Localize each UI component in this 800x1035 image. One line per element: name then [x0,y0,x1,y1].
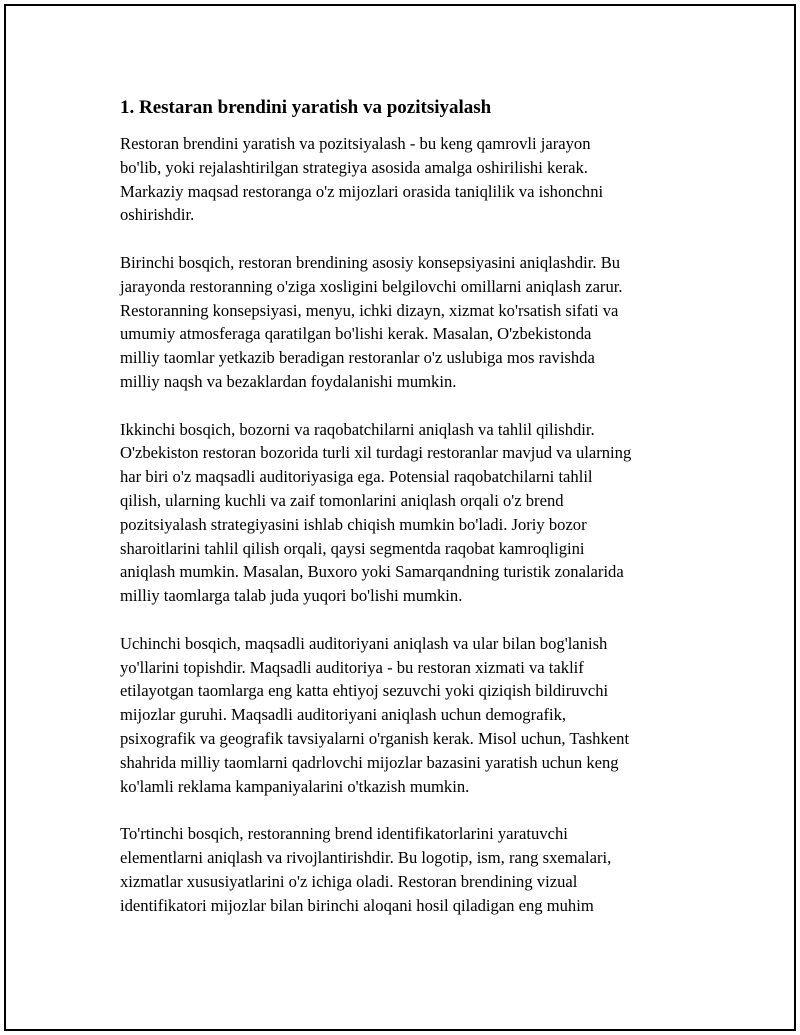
text-line: yo'llarini topishdir. Maqsadli auditoriya - bu restoran xizmati va taklif [120,657,584,677]
text-line: sharoitlarini tahlil qilish orqali, qaysi segmentda raqobat kamroqligini [120,538,585,558]
paragraph-intro [120,132,700,227]
text-line: qilish, ularning kuchli va zaif tomonlarini aniqlash orqali o'z brend [120,490,564,510]
text-line: milliy naqsh va bezaklardan foydalanishi mumkin. [120,371,457,391]
text-line: jarayonda restoranning o'ziga xosligini belgilovchi omillarni aniqlash zarur. [120,276,623,296]
text-line: ko'lamli reklama kampaniyalarini o'tkazish mumkin. [120,776,470,796]
text-line: aniqlash mumkin. Masalan, Buxoro yoki Samarqandning turistik zonalarida [120,562,624,582]
text-line: etilayotgan taomlarga eng katta ehtiyoj sezuvchi yoki qiziqish bildiruvchi [120,681,609,701]
text-line: Uchinchi bosqich, maqsadli auditoriyani aniqlash va ular bilan bog'lanish [120,633,608,653]
text-line: umumiy atmosferaga qaratilgan bo'lishi kerak. Masalan, O'zbekistonda [120,324,592,344]
text-line: Birinchi bosqich, restoran brendining asosiy konsepsiyasini aniqlashdir. Bu [120,252,621,272]
text-line: xizmatlar xususiyatlarini o'z ichiga oladi. Restoran brendining vizual [120,871,578,891]
text-line: Ikkinchi bosqich, bozorni va raqobatchilarni aniqlash va tahlil qilishdir. [120,419,595,439]
document-page [4,4,796,1031]
text-line: shahrida milliy taomlarni qadrlovchi mijozlar bazasini yaratish uchun keng [120,752,619,772]
text-line: elementlarni aniqlash va rivojlantirishdir. Bu logotip, ism, rang sxemalari, [120,847,612,867]
text-line: pozitsiyalash strategiyasini ishlab chiqish mumkin bo'ladi. Joriy bozor [120,514,587,534]
paragraph-stage-2 [120,418,700,608]
text-line: bo'lib, yoki rejalashtirilgan strategiya asosida amalga oshirilishi kerak. [120,157,588,177]
text-line: milliy taomlarga talab juda yuqori bo'lishi mumkin. [120,586,463,606]
text-line: mijozlar guruhi. Maqsadli auditoriyani aniqlash uchun demografik, [120,705,567,725]
section-heading: 1. Restaran brendini yaratish va pozitsiyalash [120,97,492,118]
paragraph-stage-4 [120,822,700,917]
text-line: oshirishdir. [120,205,195,225]
text-line: To'rtinchi bosqich, restoranning brend identifikatorlarini yaratuvchi [120,824,568,844]
text-line: O'zbekiston restoran bozorida turli xil turdagi restoranlar mavjud va ularning [120,443,632,463]
text-line: psixografik va geografik tavsiyalarni o'rganish kerak. Misol uchun, Tashkent [120,728,630,748]
paragraph-stage-3 [120,632,700,799]
document-body [120,96,700,941]
text-line: har biri o'z maqsadli auditoriyasiga ega. Potensial raqobatchilarni tahlil [120,467,593,487]
text-line: milliy taomlar yetkazib beradigan restoranlar o'z uslubiga mos ravishda [120,348,595,368]
text-line: Markaziy maqsad restoranga o'z mijozlari orasida taniqlilik va ishonchni [120,181,604,201]
text-line: identifikatori mijozlar bilan birinchi aloqani hosil qiladigan eng muhim [120,895,594,915]
paragraph-stage-1 [120,251,700,394]
text-line: Restoran brendini yaratish va pozitsiyalash - bu keng qamrovli jarayon [120,134,591,153]
text-line: Restoranning konsepsiyasi, menyu, ichki dizayn, xizmat ko'rsatish sifati va [120,300,619,320]
